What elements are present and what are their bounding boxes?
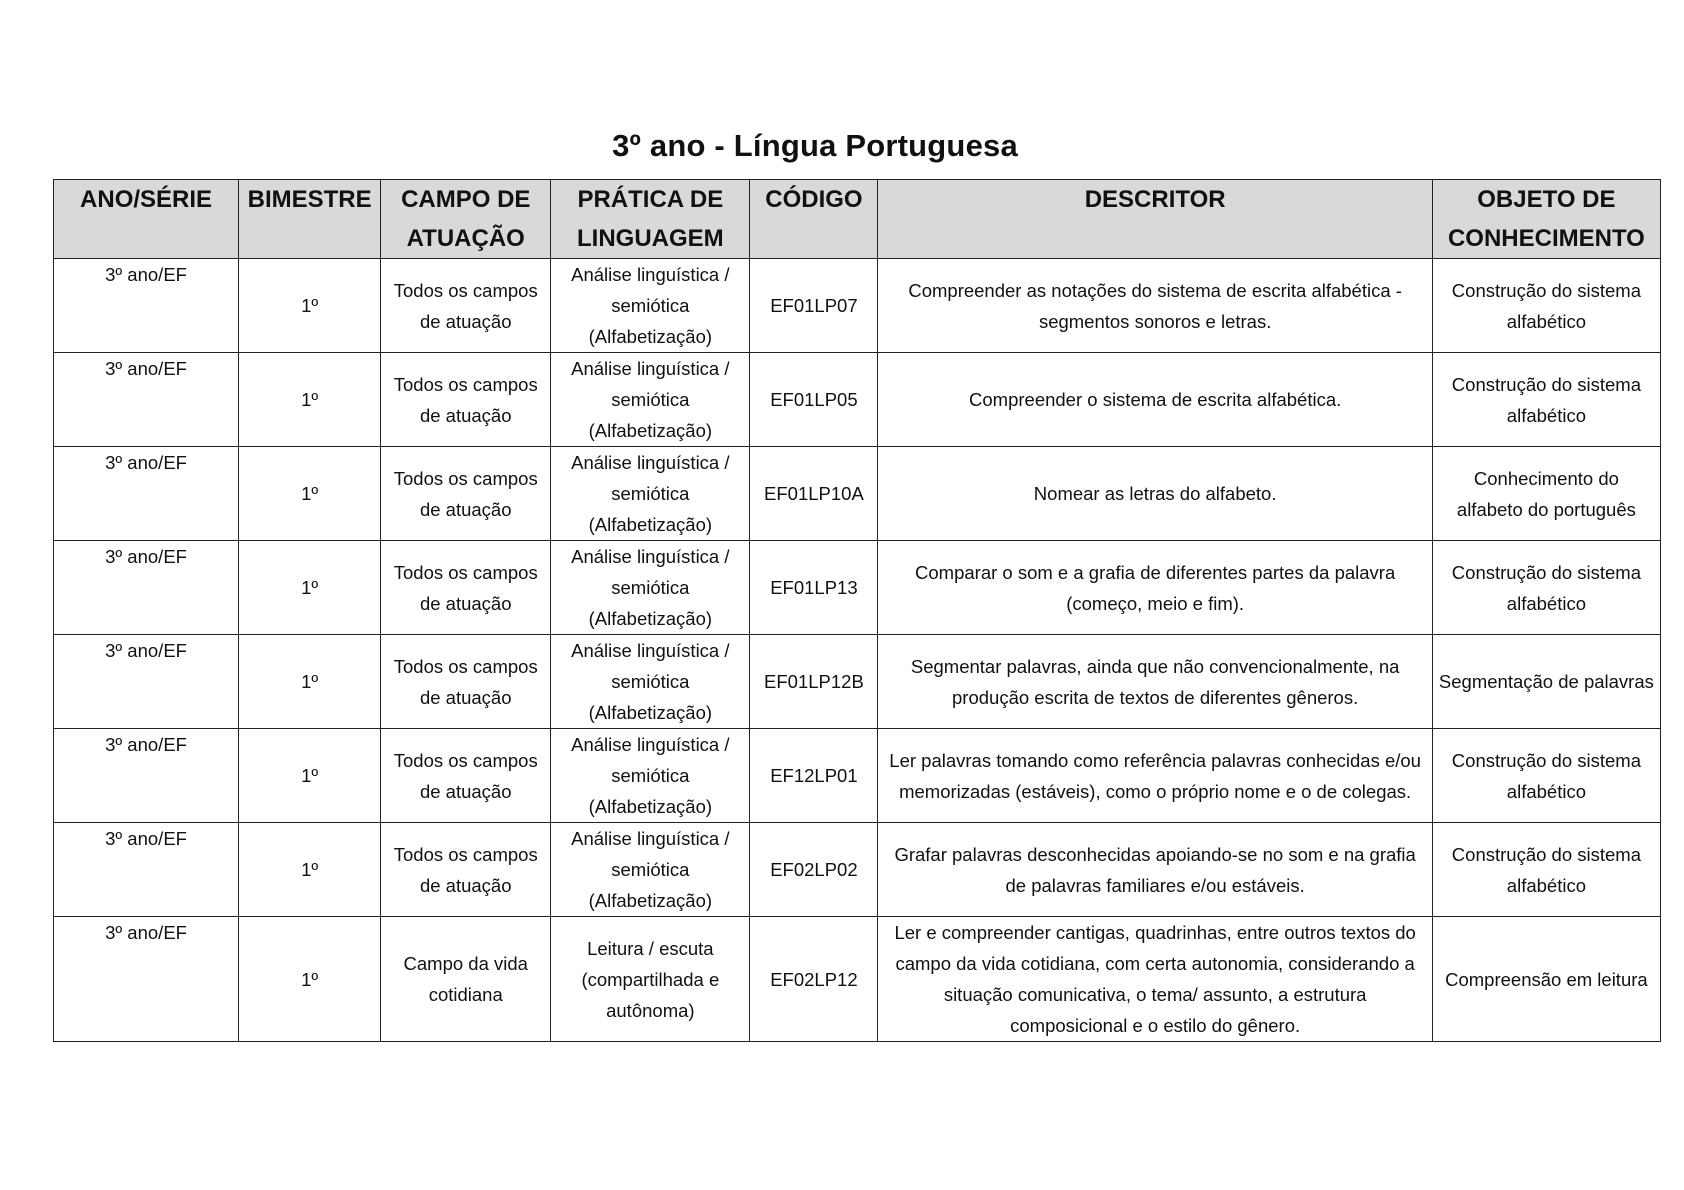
cell-codigo: EF02LP12 xyxy=(750,917,878,1042)
header-pratica-de-linguagem: PRÁTICA DE LINGUAGEM xyxy=(551,180,750,259)
cell-bimestre: 1º xyxy=(239,259,381,353)
header-bimestre: BIMESTRE xyxy=(239,180,381,259)
cell-ano-serie: 3º ano/EF xyxy=(54,447,239,541)
cell-campo-de-atuacao: Todos os campos de atuação xyxy=(381,353,551,447)
table-row xyxy=(54,353,1661,447)
table-header-row xyxy=(54,180,1661,259)
cell-ano-serie: 3º ano/EF xyxy=(54,729,239,823)
cell-objeto-de-conhecimento: Construção do sistema alfabético xyxy=(1432,729,1660,823)
cell-campo-de-atuacao: Todos os campos de atuação xyxy=(381,635,551,729)
cell-bimestre: 1º xyxy=(239,353,381,447)
cell-bimestre: 1º xyxy=(239,823,381,917)
header-campo-de-atuacao: CAMPO DE ATUAÇÃO xyxy=(381,180,551,259)
cell-codigo: EF12LP01 xyxy=(750,729,878,823)
header-objeto-de-conhecimento: OBJETO DE CONHECIMENTO xyxy=(1432,180,1660,259)
header-descritor: DESCRITOR xyxy=(878,180,1432,259)
cell-objeto-de-conhecimento: Construção do sistema alfabético xyxy=(1432,541,1660,635)
cell-pratica-de-linguagem: Análise linguística / semiótica (Alfabetização) xyxy=(551,259,750,353)
cell-objeto-de-conhecimento: Construção do sistema alfabético xyxy=(1432,823,1660,917)
cell-descritor: Ler palavras tomando como referência palavras conhecidas e/ou memorizadas (estáveis), como o próprio nome e o de colegas. xyxy=(878,729,1432,823)
table-row xyxy=(54,729,1661,823)
cell-pratica-de-linguagem: Análise linguística / semiótica (Alfabetização) xyxy=(551,447,750,541)
cell-descritor: Compreender o sistema de escrita alfabética. xyxy=(878,353,1432,447)
table-row xyxy=(54,541,1661,635)
header-ano-serie: ANO/SÉRIE xyxy=(54,180,239,259)
cell-codigo: EF01LP07 xyxy=(750,259,878,353)
table-row xyxy=(54,259,1661,353)
cell-descritor: Comparar o som e a grafia de diferentes partes da palavra (começo, meio e fim). xyxy=(878,541,1432,635)
table-row xyxy=(54,917,1661,1042)
cell-codigo: EF01LP10A xyxy=(750,447,878,541)
cell-ano-serie: 3º ano/EF xyxy=(54,823,239,917)
table-row xyxy=(54,447,1661,541)
cell-campo-de-atuacao: Todos os campos de atuação xyxy=(381,259,551,353)
cell-pratica-de-linguagem: Análise linguística / semiótica (Alfabetização) xyxy=(551,541,750,635)
cell-campo-de-atuacao: Todos os campos de atuação xyxy=(381,729,551,823)
cell-ano-serie: 3º ano/EF xyxy=(54,541,239,635)
cell-bimestre: 1º xyxy=(239,447,381,541)
cell-campo-de-atuacao: Todos os campos de atuação xyxy=(381,447,551,541)
table-row xyxy=(54,823,1661,917)
cell-codigo: EF01LP13 xyxy=(750,541,878,635)
page-title: 3º ano - Língua Portuguesa xyxy=(612,128,1018,163)
cell-ano-serie: 3º ano/EF xyxy=(54,635,239,729)
cell-bimestre: 1º xyxy=(239,917,381,1042)
cell-ano-serie: 3º ano/EF xyxy=(54,917,239,1042)
cell-pratica-de-linguagem: Leitura / escuta (compartilhada e autônoma) xyxy=(551,917,750,1042)
cell-bimestre: 1º xyxy=(239,541,381,635)
cell-descritor: Ler e compreender cantigas, quadrinhas, entre outros textos do campo da vida cotidiana, com certa autonomia, considerando a situação comunicativa, o tema/ assunto, a estrutura composicional e o estilo do gênero. xyxy=(878,917,1432,1042)
cell-campo-de-atuacao: Todos os campos de atuação xyxy=(381,541,551,635)
cell-descritor: Segmentar palavras, ainda que não convencionalmente, na produção escrita de textos de diferentes gêneros. xyxy=(878,635,1432,729)
cell-objeto-de-conhecimento: Construção do sistema alfabético xyxy=(1432,353,1660,447)
table-row xyxy=(54,635,1661,729)
cell-codigo: EF02LP02 xyxy=(750,823,878,917)
header-codigo: CÓDIGO xyxy=(750,180,878,259)
cell-objeto-de-conhecimento: Construção do sistema alfabético xyxy=(1432,259,1660,353)
cell-bimestre: 1º xyxy=(239,729,381,823)
curriculum-table xyxy=(53,179,1661,1042)
cell-descritor: Compreender as notações do sistema de escrita alfabética - segmentos sonoros e letras. xyxy=(878,259,1432,353)
cell-codigo: EF01LP05 xyxy=(750,353,878,447)
cell-pratica-de-linguagem: Análise linguística / semiótica (Alfabetização) xyxy=(551,353,750,447)
cell-campo-de-atuacao: Campo da vida cotidiana xyxy=(381,917,551,1042)
cell-objeto-de-conhecimento: Segmentação de palavras xyxy=(1432,635,1660,729)
cell-pratica-de-linguagem: Análise linguística / semiótica (Alfabetização) xyxy=(551,635,750,729)
cell-pratica-de-linguagem: Análise linguística / semiótica (Alfabetização) xyxy=(551,729,750,823)
cell-objeto-de-conhecimento: Conhecimento do alfabeto do português xyxy=(1432,447,1660,541)
cell-descritor: Grafar palavras desconhecidas apoiando-se no som e na grafia de palavras familiares e/ou estáveis. xyxy=(878,823,1432,917)
cell-ano-serie: 3º ano/EF xyxy=(54,353,239,447)
cell-objeto-de-conhecimento: Compreensão em leitura xyxy=(1432,917,1660,1042)
cell-bimestre: 1º xyxy=(239,635,381,729)
cell-codigo: EF01LP12B xyxy=(750,635,878,729)
cell-pratica-de-linguagem: Análise linguística / semiótica (Alfabetização) xyxy=(551,823,750,917)
cell-descritor: Nomear as letras do alfabeto. xyxy=(878,447,1432,541)
cell-campo-de-atuacao: Todos os campos de atuação xyxy=(381,823,551,917)
cell-ano-serie: 3º ano/EF xyxy=(54,259,239,353)
